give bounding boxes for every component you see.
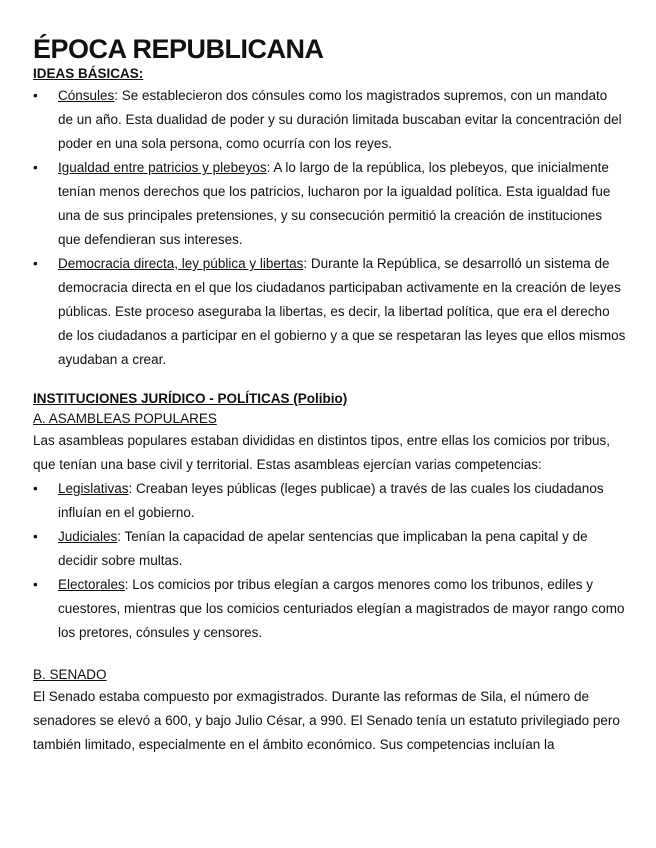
list-item bbox=[33, 525, 626, 573]
list-item-term: Democracia directa, ley pública y libertas bbox=[58, 256, 304, 271]
asambleas-intro: Las asambleas populares estaban divididas en distintos tipos, entre ellas los comicios por tribus, que tenían una base civil y territorial. Estas asambleas ejercían varias competencias: bbox=[33, 433, 611, 472]
list-item-term: Cónsules bbox=[58, 88, 115, 103]
bullet-icon: • bbox=[33, 529, 38, 544]
list-item bbox=[33, 156, 626, 252]
senado-text: El Senado estaba compuesto por exmagistrados. Durante las reformas de Sila, el número de senadores se elevó a 600, y bajo Julio César, a 990. El Senado tenía un estatuto privilegiado pero también limitado, especialmente en el ámbito económico. Sus competencias incluían la bbox=[33, 689, 620, 752]
list-item-text: : A lo largo de la república, los plebeyos, que inicialmente tenían menos derechos que los patricios, lucharon por la igualdad política. Esta igualdad fue una de sus principales pretensiones, y su consecución permitió la creación de instituciones que defendieran sus intereses. bbox=[58, 160, 611, 247]
list-item-term: Igualdad entre patricios y plebeyos bbox=[58, 160, 267, 175]
list-item-term: Legislativas bbox=[58, 481, 129, 496]
list-item-text: : Se establecieron dos cónsules como los magistrados supremos, con un mandato de un año. Esta dualidad de poder y su duración limitada buscaban evitar la concentración del poder en una sola persona, como ocurría con los reyes. bbox=[58, 88, 622, 151]
list-item bbox=[33, 477, 626, 525]
senado-heading: B. SENADO bbox=[33, 667, 107, 682]
asambleas-heading: A. ASAMBLEAS POPULARES bbox=[33, 411, 217, 426]
list-item-term: Electorales bbox=[58, 577, 125, 592]
list-item bbox=[33, 573, 626, 645]
list-item-text: : Creaban leyes públicas (leges publicae) a través de las cuales los ciudadanos influían en el gobierno. bbox=[58, 481, 604, 520]
list-item-text: : Tenían la capacidad de apelar sentencias que implicaban la pena capital y de decidir sobre multas. bbox=[58, 529, 588, 568]
ideas-heading: IDEAS BÁSICAS: bbox=[33, 66, 144, 81]
bullet-icon: • bbox=[33, 160, 38, 175]
list-item-term: Judiciales bbox=[58, 529, 118, 544]
instituciones-heading: INSTITUCIONES JURÍDICO - POLÍTICAS (Polibio) bbox=[33, 391, 348, 406]
asambleas-list bbox=[33, 477, 626, 645]
bullet-icon: • bbox=[33, 256, 38, 271]
list-item-text: : Los comicios por tribus elegían a cargos menores como los tribunos, ediles y cuestores, mientras que los comicios centuriados elegían a magistrados de mayor rango como los pretores, cónsules y censores. bbox=[58, 577, 625, 640]
list-item-text: : Durante la República, se desarrolló un sistema de democracia directa en el que los ciudadanos participaban activamente en la creación de leyes públicas. Este proceso aseguraba la libertas, es decir, la libertad política, que era el derecho de los ciudadanos a participar en el gobierno y a que se respetaran las leyes que ellos mismos ayudaban a crear. bbox=[58, 256, 626, 367]
page-title: ÉPOCA REPUBLICANA bbox=[33, 34, 324, 64]
bullet-icon: • bbox=[33, 88, 38, 103]
bullet-icon: • bbox=[33, 481, 38, 496]
bullet-icon: • bbox=[33, 577, 38, 592]
list-item bbox=[33, 84, 626, 156]
list-item bbox=[33, 252, 626, 372]
ideas-list bbox=[33, 84, 626, 372]
